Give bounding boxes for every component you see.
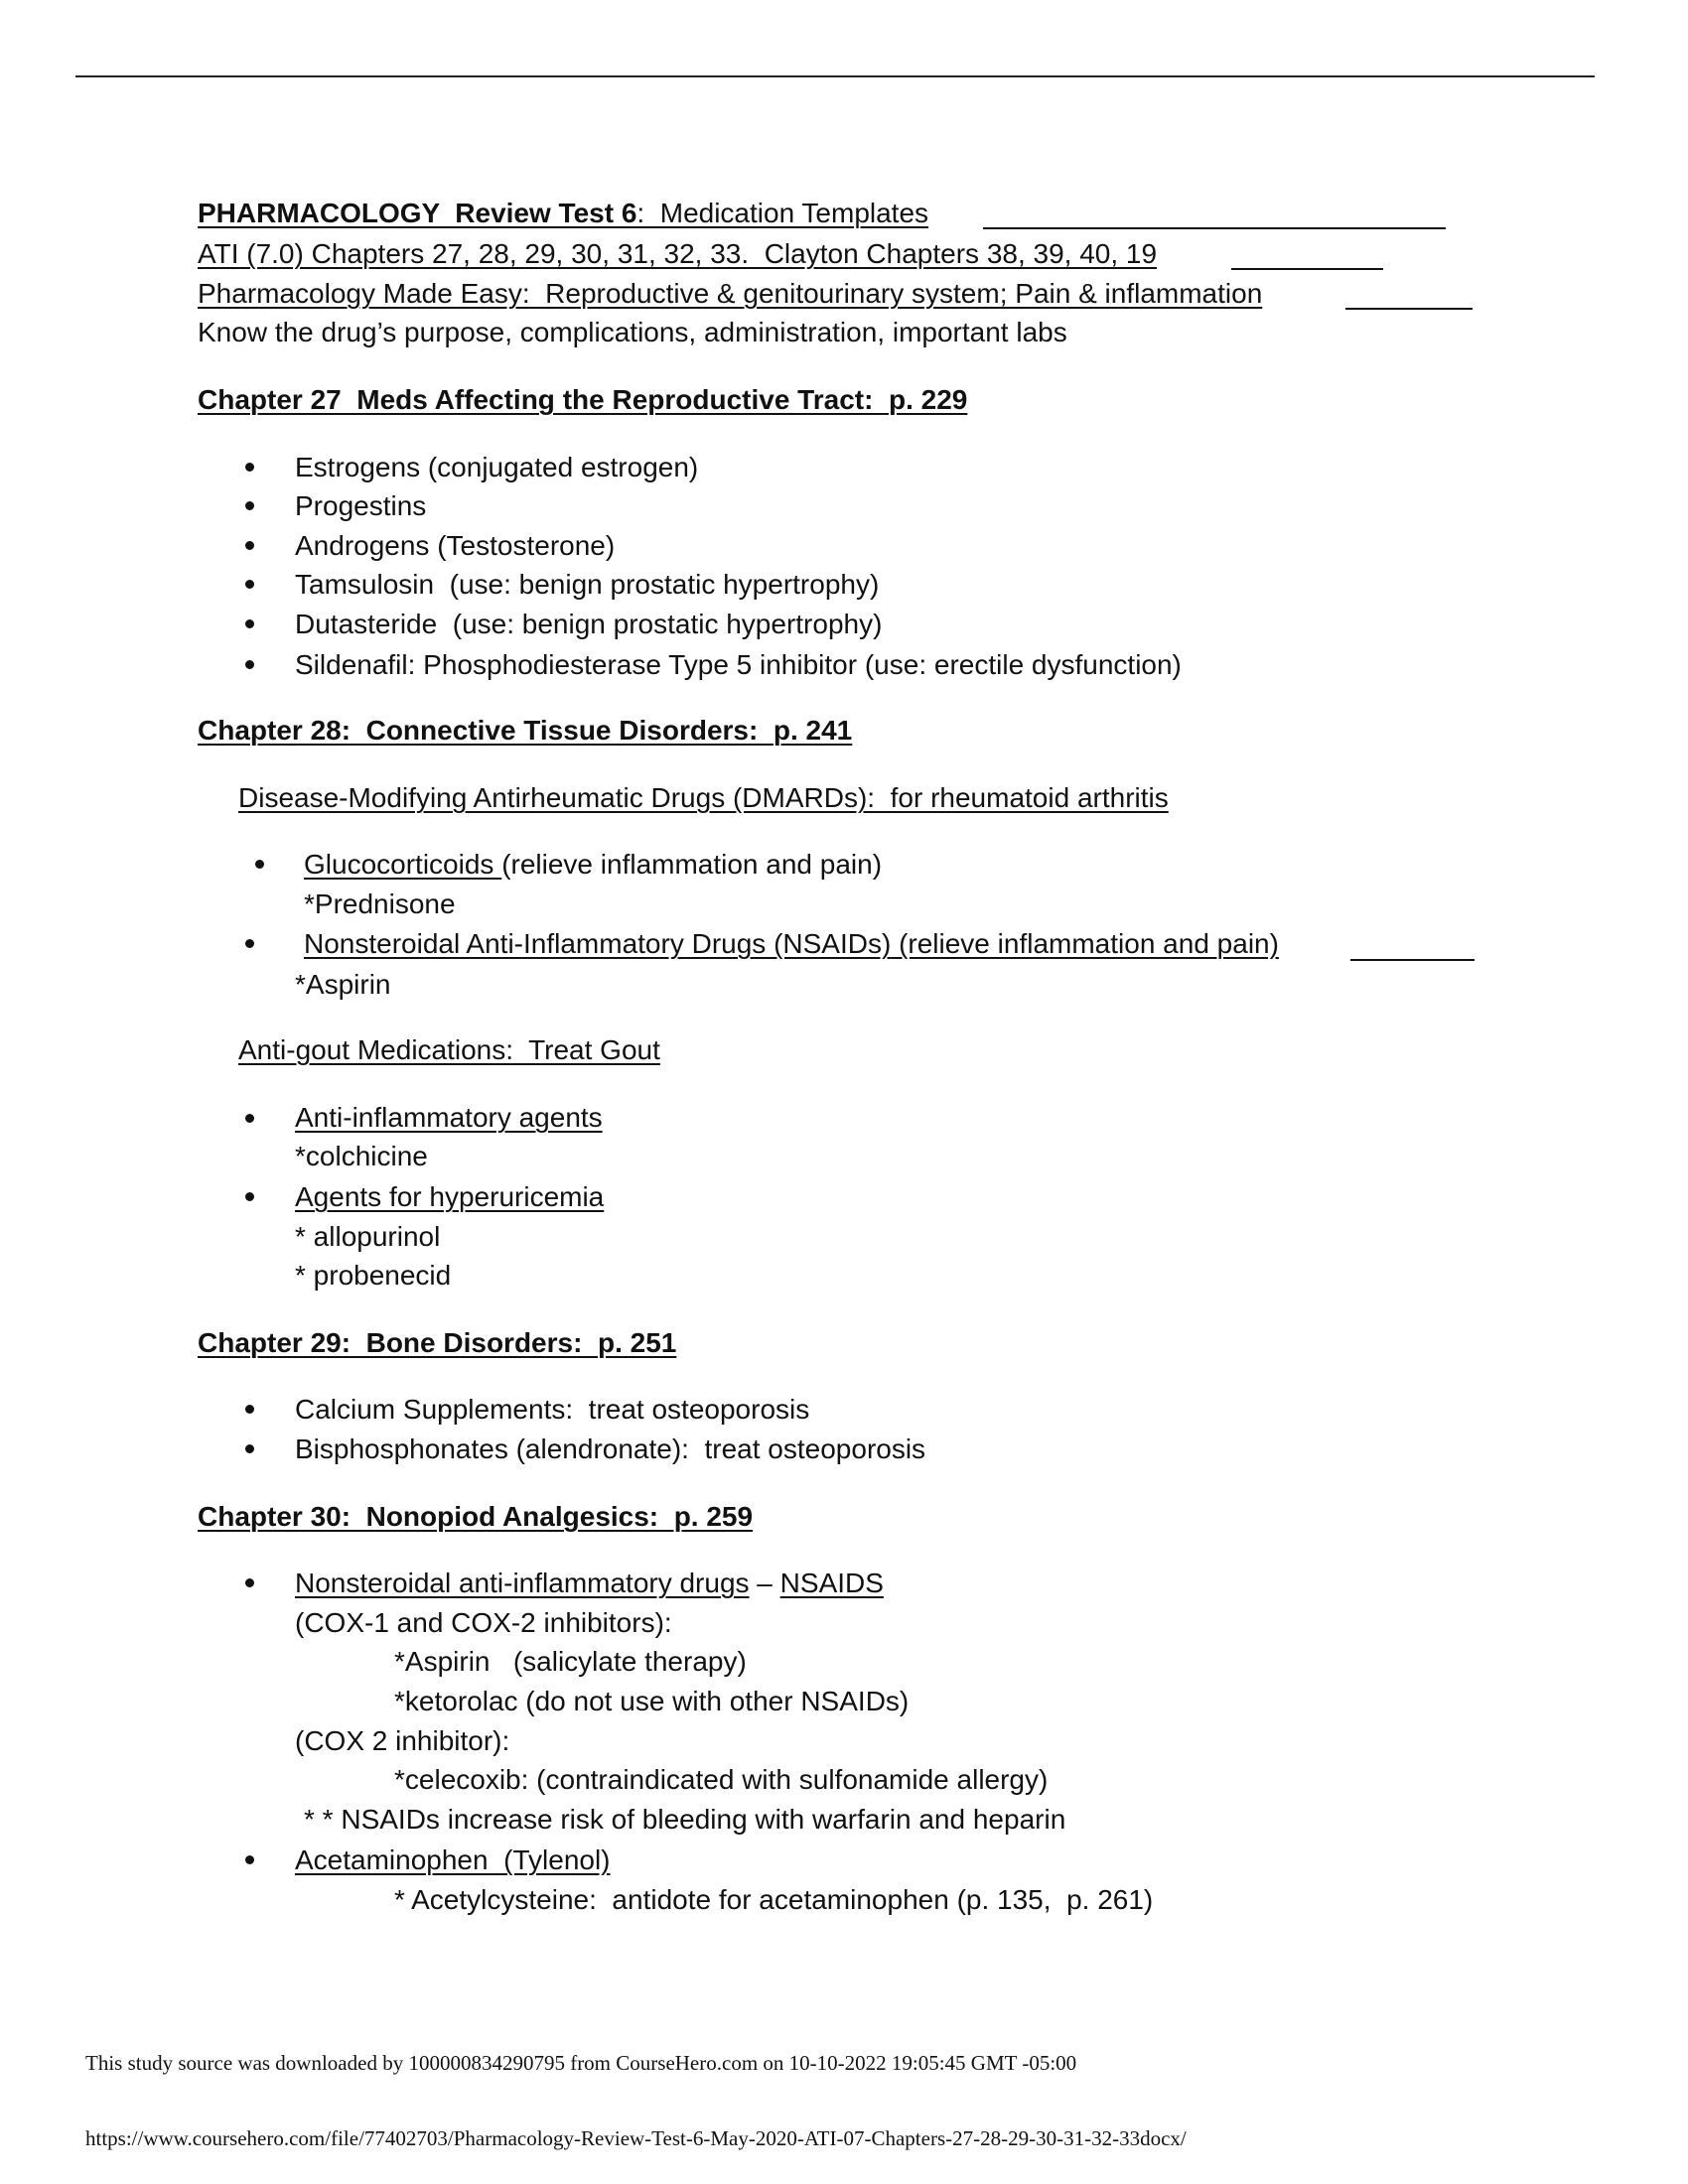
- chapter-30-heading: Chapter 30: Nonopiod Analgesics: p. 259: [198, 1501, 754, 1532]
- top-rule: [75, 75, 1595, 77]
- nsaid-desc: (relieve inflammation and pain): [891, 928, 1279, 959]
- underline-fill: [983, 227, 1446, 229]
- list-item: Androgens (Testosterone): [295, 530, 616, 561]
- glucocorticoids-label: Glucocorticoids: [304, 849, 502, 880]
- doc-title: [198, 194, 928, 233]
- nsaid-label: Nonsteroidal anti-inflammatory drugs: [295, 1568, 750, 1598]
- underline-fill: [1345, 308, 1473, 310]
- list-item: Calcium Supplements: treat osteoporosis: [295, 1394, 810, 1425]
- list-item: [304, 924, 1279, 964]
- list-item: Sildenafil: Phosphodiesterase Type 5 inhibitor (use: erectile dysfunction): [295, 649, 1182, 680]
- footer-source: This study source was downloaded by 100000834290795 from CourseHero.com on 10-10-2022 19:05:45 GMT -05:00: [85, 2051, 1077, 2075]
- list-item: [304, 845, 882, 885]
- list-item: Agents for hyperuricemia: [295, 1181, 605, 1212]
- bullet-icon: [245, 580, 254, 589]
- list-item: Bisphosphonates (alendronate): treat osteoporosis: [295, 1433, 926, 1464]
- list-subitem: (COX 2 inhibitor):: [295, 1725, 510, 1756]
- underline-fill: [1231, 268, 1383, 270]
- list-item: [295, 1564, 884, 1603]
- list-subitem: *colchicine: [295, 1141, 428, 1171]
- list-subitem: (COX-1 and COX-2 inhibitors):: [295, 1607, 672, 1638]
- bullet-icon: [245, 541, 254, 550]
- chapter-29-heading: Chapter 29: Bone Disorders: p. 251: [198, 1327, 677, 1358]
- dash: –: [749, 1568, 780, 1598]
- nsaid-abbrev: NSAIDS: [779, 1568, 884, 1598]
- list-subitem: * probenecid: [295, 1260, 452, 1291]
- bullet-icon: [255, 860, 264, 869]
- list-item: Acetaminophen (Tylenol): [295, 1844, 611, 1875]
- list-subitem: *Prednisone: [304, 888, 456, 919]
- list-item: Dutasteride (use: benign prostatic hypertrophy): [295, 609, 883, 639]
- list-subitem: *Aspirin (salicylate therapy): [394, 1646, 747, 1677]
- list-item: Progestins: [295, 490, 427, 521]
- list-item: Anti-inflammatory agents: [295, 1102, 603, 1133]
- chapter-28-heading: Chapter 28: Connective Tissue Disorders: p. 241: [198, 715, 853, 746]
- bullet-icon: [245, 1855, 254, 1864]
- list-subitem: *Aspirin: [295, 969, 391, 1000]
- pme-line: Pharmacology Made Easy: Reproductive & genitourinary system; Pain & inflammation: [198, 278, 1263, 309]
- bullet-icon: [245, 660, 254, 669]
- footer-url[interactable]: https://www.coursehero.com/file/77402703/Pharmacology-Review-Test-6-May-2020-ATI-07-Chapters-27-28-29-30-31-32-33docx/: [85, 2126, 1187, 2150]
- title-bold: PHARMACOLOGY Review Test 6: [198, 198, 637, 228]
- ati-line: ATI (7.0) Chapters 27, 28, 29, 30, 31, 32, 33. Clayton Chapters 38, 39, 40, 19: [198, 238, 1158, 269]
- glucocorticoids-desc: (relieve inflammation and pain): [501, 849, 883, 880]
- bullet-icon: [245, 939, 254, 948]
- bullet-icon: [245, 619, 254, 628]
- bullet-icon: [245, 1192, 254, 1201]
- know-line: Know the drug’s purpose, complications, administration, important labs: [198, 317, 1067, 347]
- dmards-subheading: Disease-Modifying Antirheumatic Drugs (DMARDs): for rheumatoid arthritis: [238, 782, 1169, 813]
- bullet-icon: [245, 1578, 254, 1587]
- list-item: Estrogens (conjugated estrogen): [295, 452, 699, 482]
- list-subitem: *celecoxib: (contraindicated with sulfonamide allergy): [394, 1764, 1049, 1795]
- list-subitem: * Acetylcysteine: antidote for acetaminophen (p. 135, p. 261): [394, 1884, 1154, 1915]
- chapter-27-heading: Chapter 27 Meds Affecting the Reproductive Tract: p. 229: [198, 384, 968, 415]
- title-rest: : Medication Templates: [636, 198, 929, 228]
- list-subitem: *ketorolac (do not use with other NSAIDs): [394, 1686, 910, 1716]
- gout-subheading: Anti-gout Medications: Treat Gout: [238, 1034, 660, 1065]
- bullet-icon: [245, 501, 254, 510]
- warning-note: * * NSAIDs increase risk of bleeding with warfarin and heparin: [304, 1804, 1066, 1835]
- bullet-icon: [245, 1405, 254, 1414]
- list-item: Tamsulosin (use: benign prostatic hypertrophy): [295, 569, 880, 600]
- bullet-icon: [245, 1444, 254, 1453]
- list-subitem: * allopurinol: [295, 1221, 441, 1252]
- nsaid-label: Nonsteroidal Anti-Inflammatory Drugs (NSAIDs): [304, 928, 892, 959]
- bullet-icon: [245, 463, 254, 472]
- bullet-icon: [245, 1114, 254, 1123]
- underline-fill: [1350, 959, 1475, 961]
